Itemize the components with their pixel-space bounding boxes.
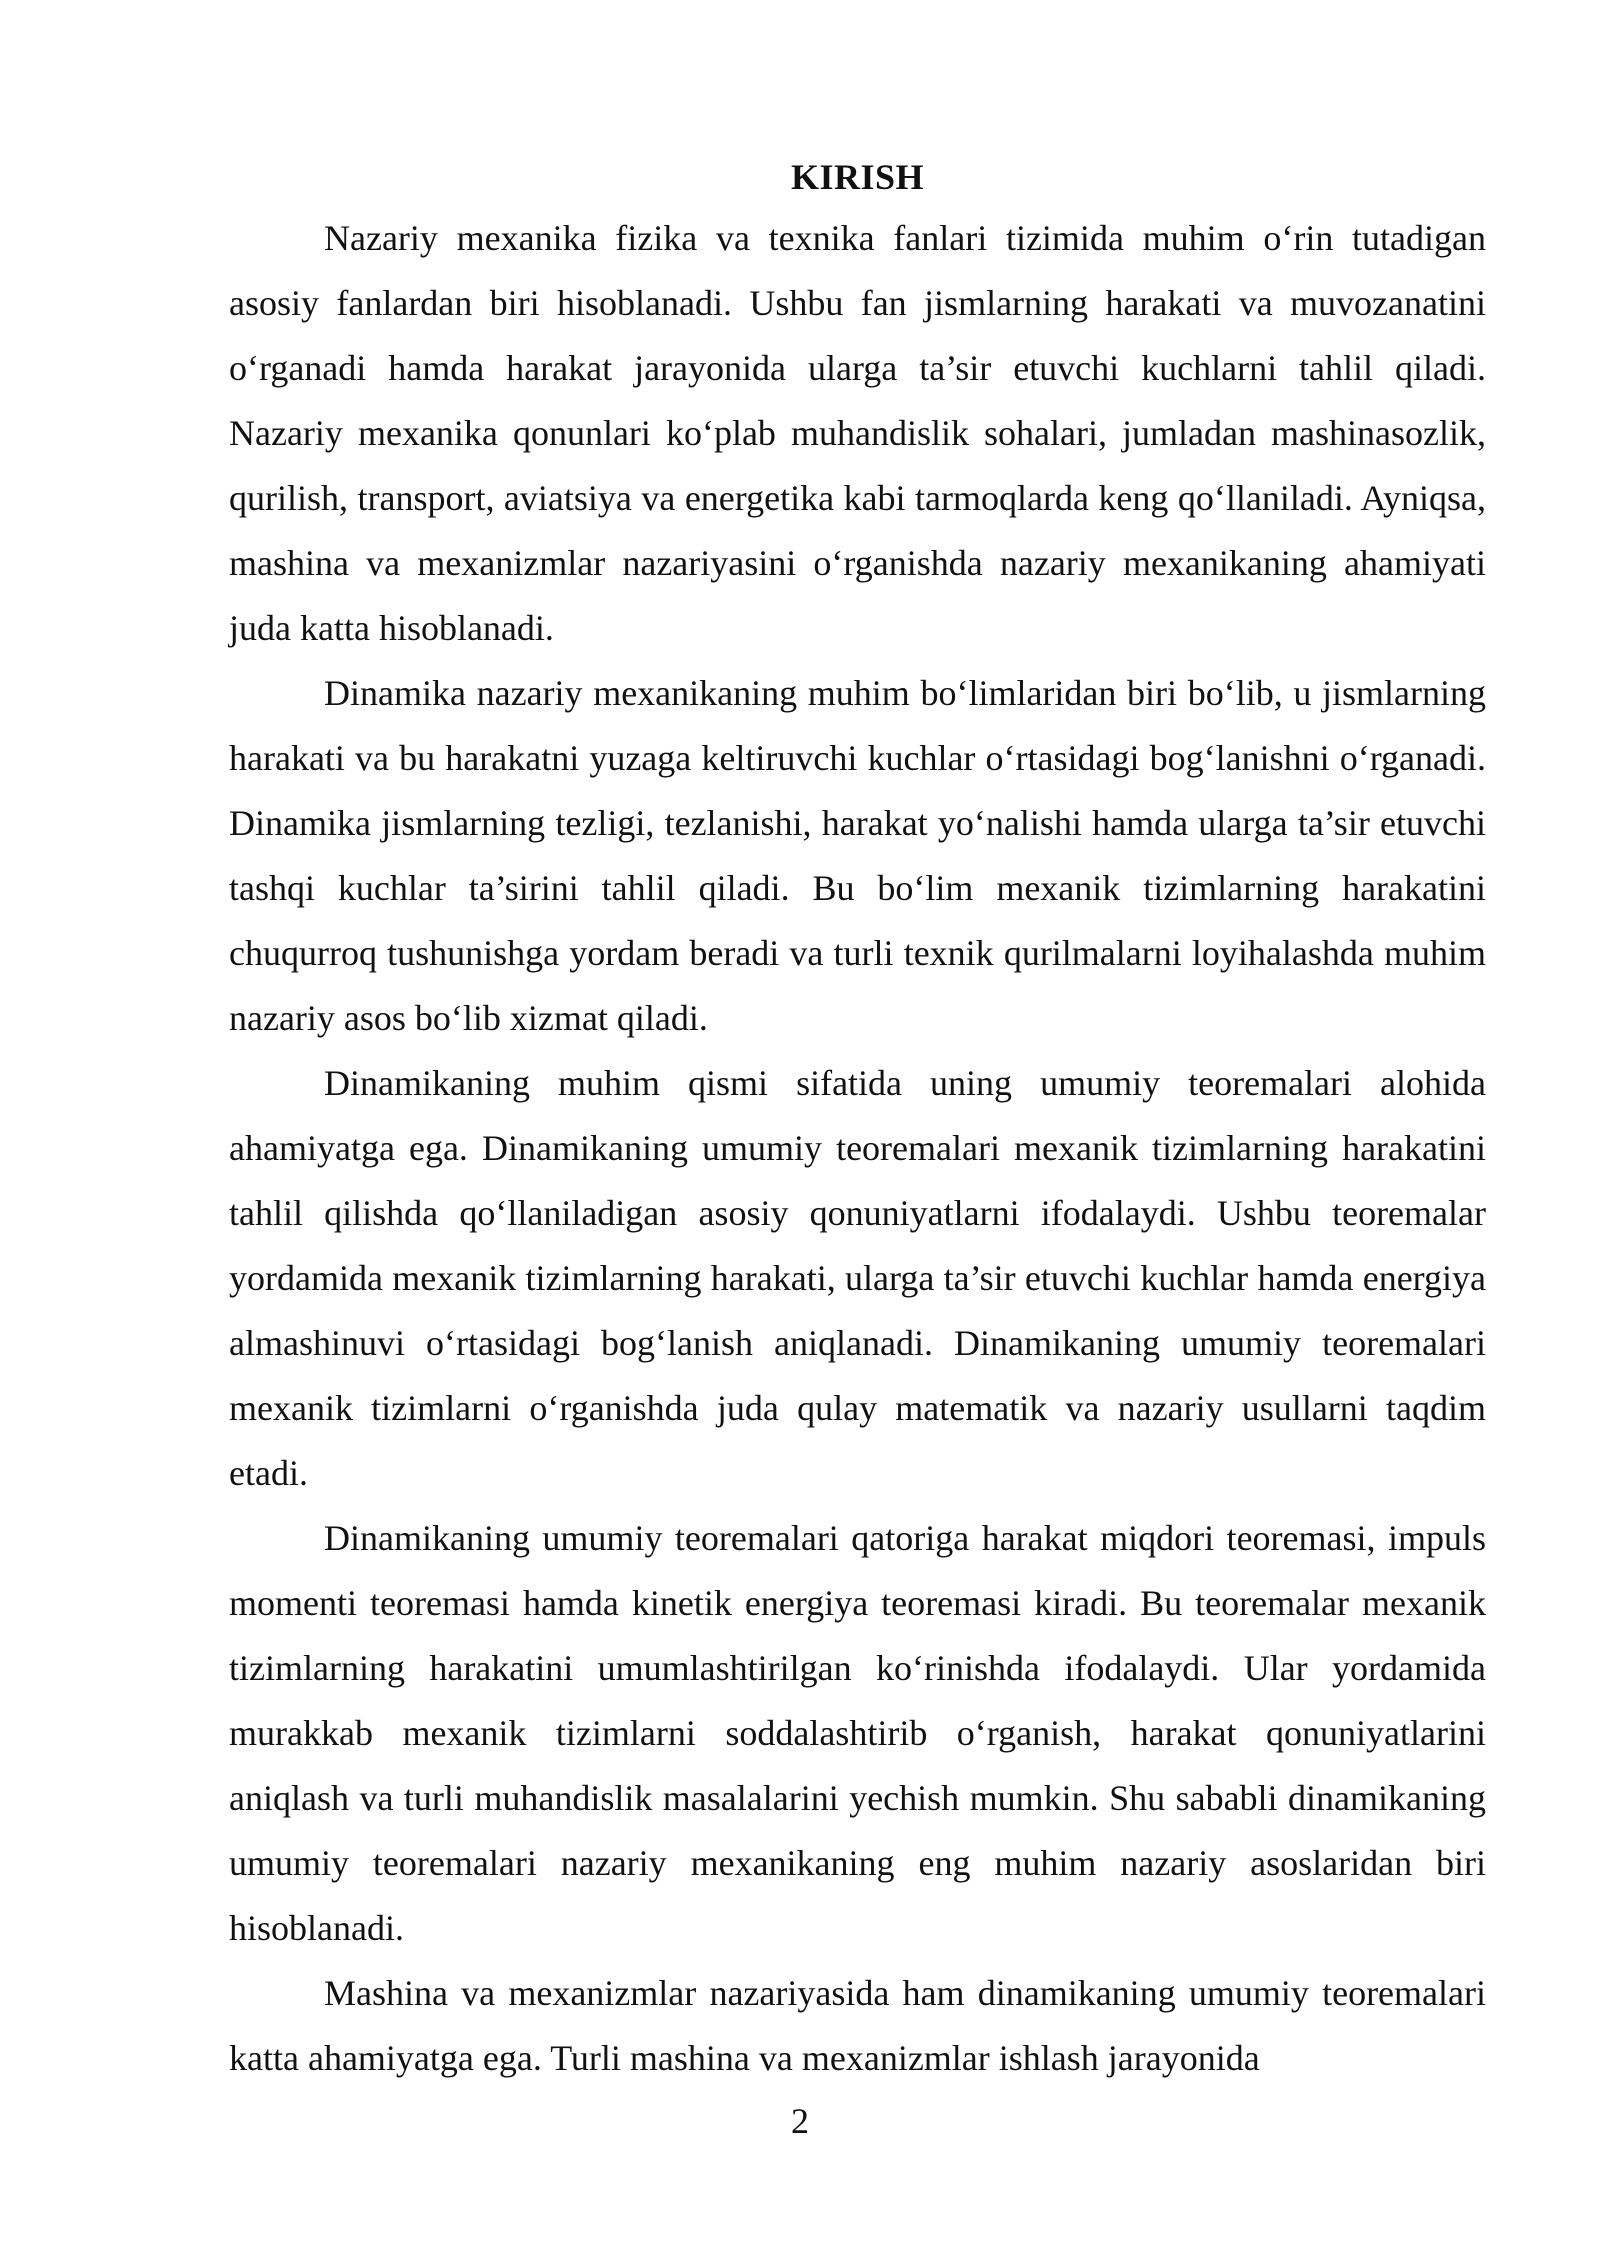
paragraph-1: Nazariy mexanika fizika va texnika fanlari tizimida muhim o‘rin tutadigan asosiy fanlardan biri hisoblanadi. Ushbu fan jismlarning harakati va muvozanatini o‘rganadi hamda harakat jarayonida ularga ta’sir etuvchi kuchlarni tahlil qiladi. Nazariy mexanika qonunlari ko‘plab muhandislik sohalari, jumladan mashinasozlik, qurilish, transport, aviatsiya va energetika kabi tarmoqlarda keng qo‘llaniladi. Ayniqsa, mashina va mexanizmlar nazariyasini o‘rganishda nazariy mexanikaning ahamiyati juda katta hisoblanadi. bbox=[229, 218, 1486, 648]
page-number: 2 bbox=[791, 2101, 809, 2141]
paragraph-5: Mashina va mexanizmlar nazariyasida ham dinamikaning umumiy teoremalari katta ahamiyatga ega. Turli mashina va mexanizmlar ishlash jarayonida bbox=[229, 1973, 1486, 2078]
paragraph-4: Dinamikaning umumiy teoremalari qatoriga harakat miqdori teoremasi, impuls momenti teoremasi hamda kinetik energiya teoremasi kiradi. Bu teoremalar mexanik tizimlarning harakatini umumlashtirilgan ko‘rinishda ifodalaydi. Ular yordamida murakkab mexanik tizimlarni soddalashtirib o‘rganish, harakat qonuniyatlarini aniqlash va turli muhandislik masalalarini yechish mumkin. Shu sababli dinamikaning umumiy teoremalari nazariy mexanikaning eng muhim nazariy asoslaridan biri hisoblanadi. bbox=[229, 1518, 1486, 1948]
paragraph-3: Dinamikaning muhim qismi sifatida uning umumiy teoremalari alohida ahamiyatga ega. Dinamikaning umumiy teoremalari mexanik tizimlarning harakatini tahlil qilishda qo‘llaniladigan asosiy qonuniyatlarni ifodalaydi. Ushbu teoremalar yordamida mexanik tizimlarning harakati, ularga ta’sir etuvchi kuchlar hamda energiya almashinuvi o‘rtasidagi bog‘lanish aniqlanadi. Dinamikaning umumiy teoremalari mexanik tizimlarni o‘rganishda juda qulay matematik va nazariy usullarni taqdim etadi. bbox=[229, 1063, 1486, 1493]
section-title: KIRISH bbox=[790, 157, 925, 197]
page-content bbox=[229, 148, 1486, 2091]
paragraph-2: Dinamika nazariy mexanikaning muhim bo‘limlaridan biri bo‘lib, u jismlarning harakati va bu harakatni yuzaga keltiruvchi kuchlar o‘rtasidagi bog‘lanishni o‘rganadi. Dinamika jismlarning tezligi, tezlanishi, harakat yo‘nalishi hamda ularga ta’sir etuvchi tashqi kuchlar ta’sirini tahlil qiladi. Bu bo‘lim mexanik tizimlarning harakatini chuqurroq tushunishga yordam beradi va turli texnik qurilmalarni loyihalashda muhim nazariy asos bo‘lib xizmat qiladi. bbox=[229, 673, 1486, 1038]
